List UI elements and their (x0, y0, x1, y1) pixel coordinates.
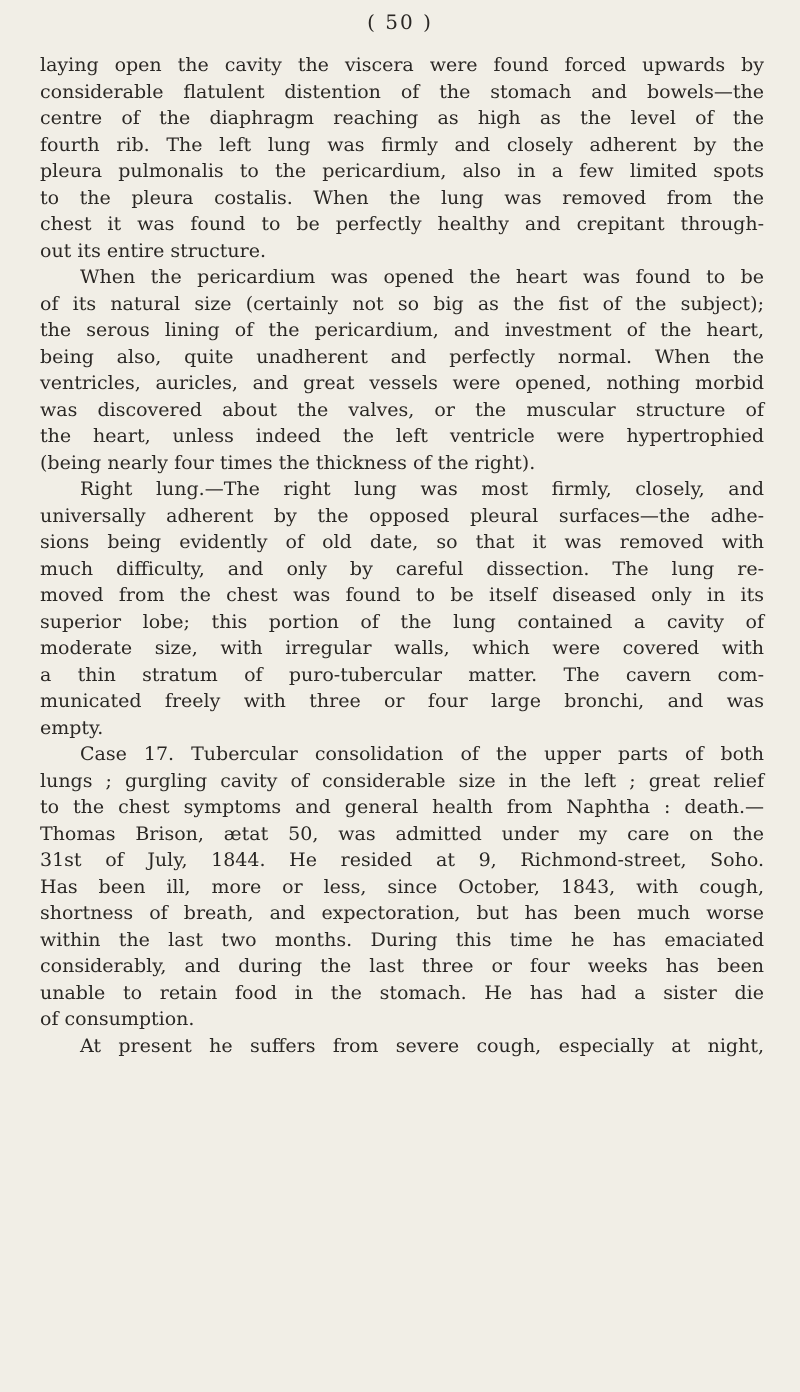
text-line: the serous lining of the pericardium, and investment of the heart, (40, 319, 764, 341)
text-line: laying open the cavity the viscera were found forced upwards by (40, 54, 764, 76)
text-line: within the last two months. During this time he has emaciated (40, 928, 764, 951)
text-line: empty. (40, 716, 104, 739)
text-line: moderate size, with irregular walls, which were covered with (40, 637, 764, 659)
text-line: Right lung.—The right lung was most firmly, closely, and (80, 478, 764, 500)
text-line: shortness of breath, and expectoration, but has been much worse (40, 902, 764, 924)
text-line: being also, quite unadherent and perfectly normal. When the (40, 345, 764, 368)
text-line: When the pericardium was opened the heart was found to be (80, 266, 764, 288)
text-line: considerable flatulent distention of the stomach and bowels—the (40, 80, 764, 103)
text-line: unable to retain food in the stomach. He has had a sister die (40, 981, 764, 1004)
text-line: much difficulty, and only by careful dissection. The lung re- (40, 557, 764, 580)
text-line: chest it was found to be perfectly healthy and crepitant through- (40, 213, 764, 235)
text-line: to the chest symptoms and general health from Naphtha : death.— (40, 796, 764, 818)
text-line: out its entire structure. (40, 239, 266, 262)
text-line: lungs ; gurgling cavity of considerable size in the left ; great relief (40, 769, 764, 792)
text-line: a thin stratum of puro-tubercular matter. The cavern com- (40, 663, 764, 686)
text-line: ventricles, auricles, and great vessels were opened, nothing morbid (40, 372, 764, 394)
text-line: of consumption. (40, 1008, 195, 1030)
text-line: centre of the diaphragm reaching as high as the level of the (40, 107, 764, 129)
text-line: superior lobe; this portion of the lung contained a cavity of (40, 610, 764, 633)
text-line: At present he suffers from severe cough, especially at night, (80, 1034, 764, 1057)
text-line: municated freely with three or four large bronchi, and was (40, 690, 764, 712)
text-line: moved from the chest was found to be itself diseased only in its (40, 584, 764, 606)
page-number: ( 50 ) (367, 10, 433, 34)
text-line: Thomas Brison, ætat 50, was admitted under my care on the (40, 822, 764, 845)
text-line: the heart, unless indeed the left ventricle were hypertrophied (40, 425, 764, 447)
text-line: universally adherent by the opposed pleural surfaces—the adhe- (40, 504, 764, 527)
text-line: sions being evidently of old date, so that it was removed with (40, 531, 764, 553)
text-line: (being nearly four times the thickness of the right). (40, 451, 536, 474)
body-text (40, 52, 764, 1059)
text-line: considerably, and during the last three or four weeks has been (40, 955, 764, 977)
text-line: pleura pulmonalis to the pericardium, also in a few limited spots (40, 160, 764, 182)
text-line: to the pleura costalis. When the lung was removed from the (40, 186, 764, 209)
text-line: was discovered about the valves, or the muscular structure of (40, 398, 764, 421)
text-line: Has been ill, more or less, since October, 1843, with cough, (40, 875, 764, 898)
text-line: Case 17. Tubercular consolidation of the upper parts of both (80, 743, 764, 765)
text-line: 31st of July, 1844. He resided at 9, Richmond-street, Soho. (40, 849, 764, 871)
text-line: fourth rib. The left lung was firmly and closely adherent by the (40, 133, 764, 156)
text-line: of its natural size (certainly not so big as the fist of the subject); (40, 292, 764, 315)
